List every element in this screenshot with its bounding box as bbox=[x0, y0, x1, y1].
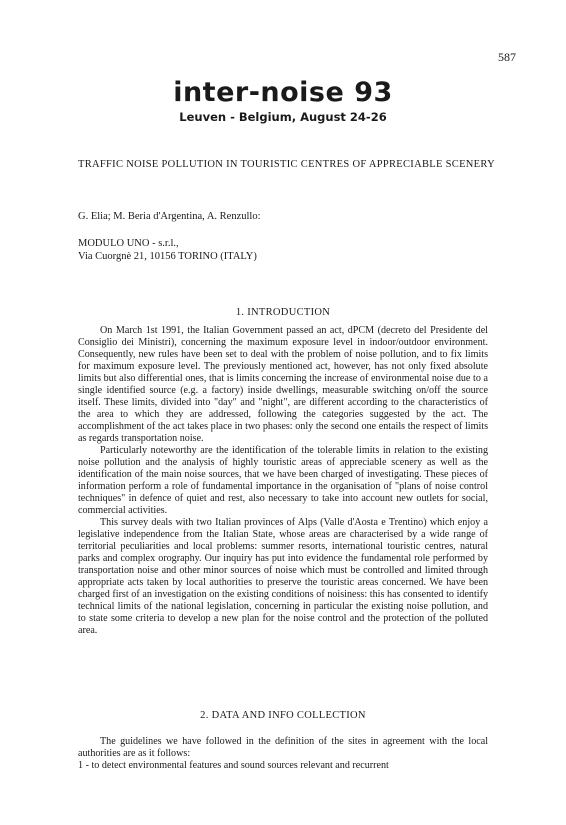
affiliation-line-2: Via Cuorgnè 21, 10156 TORINO (ITALY) bbox=[78, 250, 257, 262]
paragraph: This survey deals with two Italian provinces of Alps (Valle d'Aosta e Trentino) which enjoy a legislative independence from the Italian State, whose areas are characterised by a wide range of territorial peculiarities and local problems: summer resorts, international touristic centres, natural parks and complex orography. Our inquiry has put into evidence the fundamental role performed by transportation noise and other minor sources of noise which must be controlled and limited through appropriate acts taken by local authorities to preserve the touristic areas concerned. We have been charged first of an investigation on the existing conditions of noisiness: this has consented to identify technical limits of the national legislation, concerning in particular the existing noise pollution, and to state some criteria to develop a new plan for the noise control and the protection of the polluted area. bbox=[78, 517, 488, 636]
page-number: 587 bbox=[498, 50, 516, 64]
paragraph: On March 1st 1991, the Italian Government passed an act, dPCM (decreto del Presidente del Consiglio dei Ministri), concerning the maximum exposure level in indoor/outdoor environment. Consequently, new rules have been set to deal with the problem of noise pollution, and to fix limits for maximum exposure level. The previously mentioned act, however, has not only fixed absolute limits but also differential ones, that is limits concerning the increase of environmental noise due to a single identified source (e.g. a factory) inside dwellings, measurable switching on/off the source itself. These limits, divided into "day" and "night", are different according to the characteristics of the area to which they are addressed, following the categories suggested by the act. The accomplishment of the act takes place in two phases: only the second one entails the respect of limits as regards transportation noise. bbox=[78, 325, 488, 444]
section-heading-data-collection: 2. DATA AND INFO COLLECTION bbox=[200, 710, 366, 721]
paper-title: TRAFFIC NOISE POLLUTION IN TOURISTIC CENTRES OF APPRECIABLE SCENERY bbox=[78, 159, 496, 170]
conference-venue: Leuven - Belgium, August 24-26 bbox=[179, 110, 387, 124]
affiliation-line-1: MODULO UNO - s.r.l., bbox=[78, 238, 179, 249]
list-item: 1 - to detect environmental features and sound sources relevant and recurrent bbox=[78, 760, 389, 771]
section-body-data-collection bbox=[78, 736, 488, 772]
conference-logo: inter-noise 93 bbox=[173, 77, 393, 108]
paper-authors: G. Elia; M. Beria d'Argentina, A. Renzullo: bbox=[78, 211, 261, 222]
paragraph: Particularly noteworthy are the identification of the tolerable limits in relation to the existing noise pollution and the analysis of highly touristic areas of appreciable scenery as well as the identification of the main noise sources, that we have been charged of investigating. These pieces of information perform a role of fundamental importance in the organisation of "plans of noise control techniques" in defence of quiet and rest, also necessary to take into account new outlets for social, commercial activities. bbox=[78, 445, 488, 516]
paragraph: The guidelines we have followed in the definition of the sites in agreement with the local authorities are as it follows: bbox=[78, 736, 488, 759]
paper-affiliation bbox=[78, 238, 257, 263]
section-heading-introduction: 1. INTRODUCTION bbox=[235, 307, 331, 318]
section-body-introduction bbox=[78, 325, 488, 637]
